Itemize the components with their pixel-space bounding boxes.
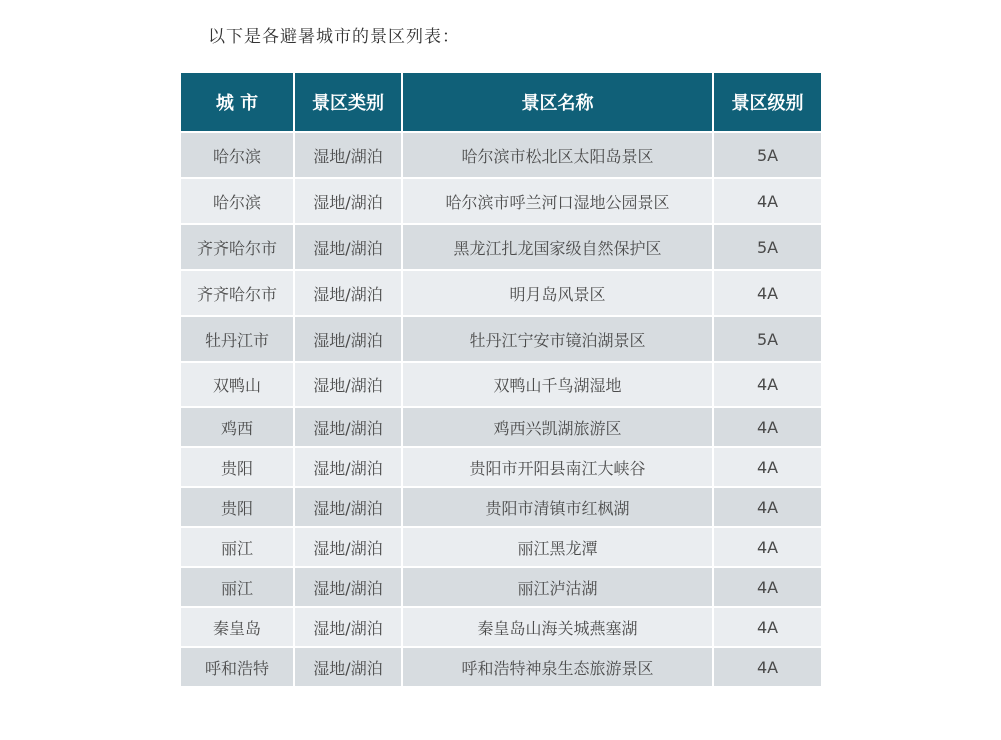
table-row bbox=[181, 363, 821, 406]
cell-scenic-name: 明月岛风景区 bbox=[403, 271, 712, 315]
cell-category: 湿地/湖泊 bbox=[295, 568, 401, 606]
table-row bbox=[181, 271, 821, 315]
cell-city: 齐齐哈尔市 bbox=[181, 271, 293, 315]
cell-level: 5A bbox=[714, 317, 821, 361]
cell-level: 4A bbox=[714, 528, 821, 566]
cell-level: 4A bbox=[714, 488, 821, 526]
table-row bbox=[181, 528, 821, 566]
header-level: 景区级别 bbox=[714, 73, 821, 131]
cell-scenic-name: 黑龙江扎龙国家级自然保护区 bbox=[403, 225, 712, 269]
cell-category: 湿地/湖泊 bbox=[295, 528, 401, 566]
cell-scenic-name: 呼和浩特神泉生态旅游景区 bbox=[403, 648, 712, 686]
scenic-spot-table bbox=[179, 71, 823, 688]
cell-scenic-name: 哈尔滨市松北区太阳岛景区 bbox=[403, 133, 712, 177]
table-row bbox=[181, 408, 821, 446]
table-row bbox=[181, 225, 821, 269]
cell-city: 呼和浩特 bbox=[181, 648, 293, 686]
cell-city: 丽江 bbox=[181, 528, 293, 566]
intro-text: 以下是各避暑城市的景区列表： bbox=[208, 27, 460, 47]
table-row bbox=[181, 608, 821, 646]
cell-category: 湿地/湖泊 bbox=[295, 225, 401, 269]
table-row bbox=[181, 448, 821, 486]
cell-level: 4A bbox=[714, 568, 821, 606]
cell-city: 鸡西 bbox=[181, 408, 293, 446]
cell-city: 哈尔滨 bbox=[181, 133, 293, 177]
cell-level: 4A bbox=[714, 271, 821, 315]
cell-category: 湿地/湖泊 bbox=[295, 408, 401, 446]
cell-scenic-name: 秦皇岛山海关城燕塞湖 bbox=[403, 608, 712, 646]
cell-scenic-name: 丽江泸沽湖 bbox=[403, 568, 712, 606]
cell-city: 贵阳 bbox=[181, 448, 293, 486]
cell-level: 4A bbox=[714, 608, 821, 646]
cell-city: 双鸭山 bbox=[181, 363, 293, 406]
cell-level: 5A bbox=[714, 133, 821, 177]
table-row bbox=[181, 488, 821, 526]
cell-city: 丽江 bbox=[181, 568, 293, 606]
table-row bbox=[181, 179, 821, 223]
cell-level: 4A bbox=[714, 448, 821, 486]
header-scenic-name: 景区名称 bbox=[403, 73, 712, 131]
cell-level: 4A bbox=[714, 408, 821, 446]
cell-scenic-name: 贵阳市清镇市红枫湖 bbox=[403, 488, 712, 526]
cell-category: 湿地/湖泊 bbox=[295, 133, 401, 177]
cell-category: 湿地/湖泊 bbox=[295, 448, 401, 486]
cell-city: 牡丹江市 bbox=[181, 317, 293, 361]
table-header-row bbox=[181, 73, 821, 131]
cell-scenic-name: 贵阳市开阳县南江大峡谷 bbox=[403, 448, 712, 486]
cell-scenic-name: 哈尔滨市呼兰河口湿地公园景区 bbox=[403, 179, 712, 223]
table-row bbox=[181, 317, 821, 361]
cell-level: 4A bbox=[714, 363, 821, 406]
cell-category: 湿地/湖泊 bbox=[295, 608, 401, 646]
table-row bbox=[181, 648, 821, 686]
cell-category: 湿地/湖泊 bbox=[295, 648, 401, 686]
cell-category: 湿地/湖泊 bbox=[295, 271, 401, 315]
cell-scenic-name: 丽江黑龙潭 bbox=[403, 528, 712, 566]
cell-scenic-name: 牡丹江宁安市镜泊湖景区 bbox=[403, 317, 712, 361]
table-body bbox=[181, 133, 821, 686]
cell-category: 湿地/湖泊 bbox=[295, 488, 401, 526]
cell-level: 4A bbox=[714, 179, 821, 223]
cell-city: 齐齐哈尔市 bbox=[181, 225, 293, 269]
header-city: 城 市 bbox=[181, 73, 293, 131]
table-row bbox=[181, 568, 821, 606]
cell-city: 哈尔滨 bbox=[181, 179, 293, 223]
cell-category: 湿地/湖泊 bbox=[295, 363, 401, 406]
cell-scenic-name: 鸡西兴凯湖旅游区 bbox=[403, 408, 712, 446]
cell-city: 贵阳 bbox=[181, 488, 293, 526]
cell-category: 湿地/湖泊 bbox=[295, 179, 401, 223]
table-row bbox=[181, 133, 821, 177]
header-category: 景区类别 bbox=[295, 73, 401, 131]
cell-scenic-name: 双鸭山千鸟湖湿地 bbox=[403, 363, 712, 406]
cell-level: 4A bbox=[714, 648, 821, 686]
cell-category: 湿地/湖泊 bbox=[295, 317, 401, 361]
cell-level: 5A bbox=[714, 225, 821, 269]
cell-city: 秦皇岛 bbox=[181, 608, 293, 646]
